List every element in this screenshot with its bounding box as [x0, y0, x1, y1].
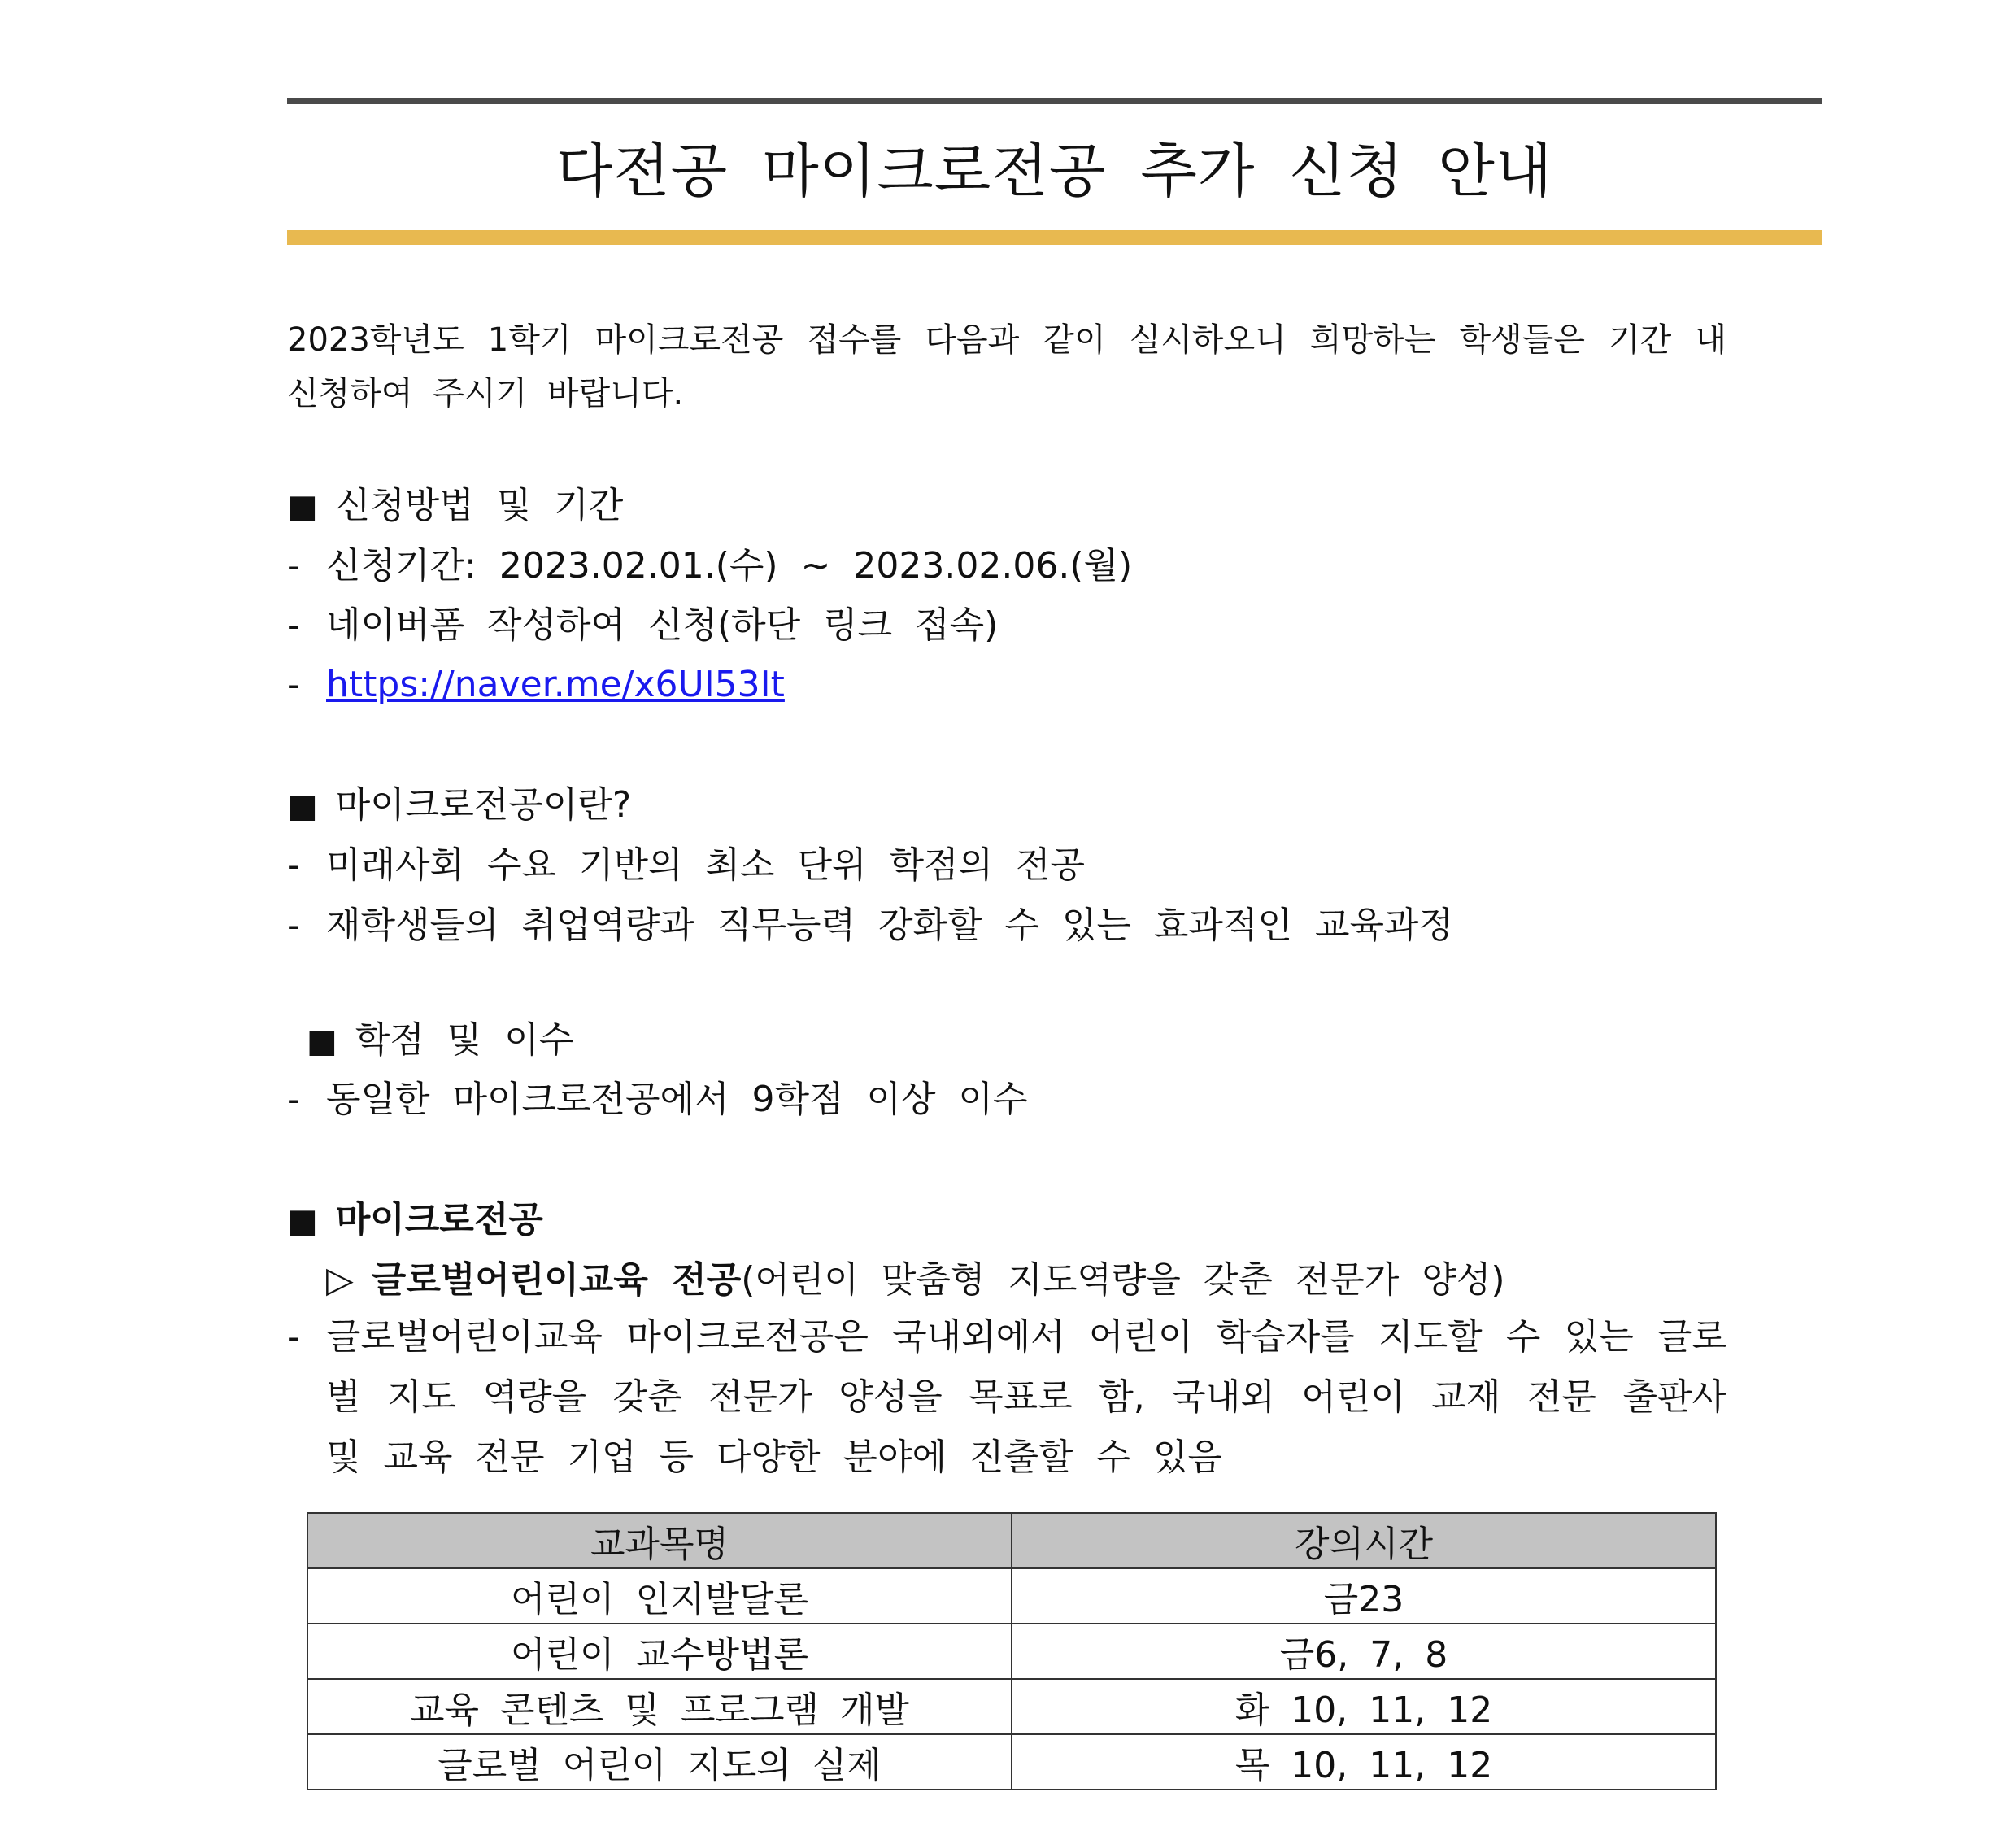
about-item-2-text: 재학생들의 취업역량과 직무능력 강화할 수 있는 효과적인 교육과정: [326, 905, 1454, 946]
page-title: 다전공 마이크로전공 추가 신청 안내: [555, 137, 1553, 205]
credits-item-1: [287, 1075, 1028, 1124]
section-heading-apply: [287, 482, 623, 531]
square-bullet-icon: ■: [287, 787, 318, 825]
table-row: [307, 1624, 1716, 1679]
header-lecture-time: 강의시간: [1012, 1513, 1716, 1568]
course-name-cell: 어린이 인지발달론: [307, 1568, 1012, 1624]
heading-text: 신청방법 및 기간: [335, 485, 624, 526]
course-name-cell: 글로벌 어린이 지도의 실제: [307, 1734, 1012, 1790]
intro-paragraph: 2023학년도 1학기 마이크로전공 접수를 다음과 같이 실시하오니 희망하는 학생들은 기간 내 신청하여 주시기 바랍니다.: [287, 321, 1726, 412]
apply-method-text: 네이버폼 작성하여 신청(하단 링크 접속): [326, 604, 999, 646]
square-bullet-icon: ■: [287, 488, 318, 525]
apply-period: [287, 542, 1132, 591]
table-row: [307, 1568, 1716, 1624]
lecture-time-cell: 금23: [1012, 1568, 1716, 1624]
top-rule: [287, 98, 1822, 104]
lecture-time-cell: 목 10, 11, 12: [1012, 1734, 1716, 1790]
heading-text: 학점 및 이수: [355, 1019, 574, 1061]
dash-marker: -: [287, 545, 300, 586]
dash-marker: -: [287, 664, 300, 705]
micro-subheading-desc: (어린이 맞춤형 지도역량을 갖춘 전문가 양성): [741, 1259, 1505, 1301]
apply-link-line: [287, 661, 785, 709]
dash-marker: -: [287, 1316, 300, 1358]
about-item-1-text: 미래사회 수요 기반의 최소 단위 학점의 전공: [326, 844, 1085, 886]
lecture-time-cell: 화 10, 11, 12: [1012, 1679, 1716, 1734]
lecture-time-cell: 금6, 7, 8: [1012, 1624, 1716, 1679]
micro-description-text: 글로벌어린이교육 마이크로전공은 국내외에서 어린이 학습자를 지도할 수 있는 글로벌 지도 역량을 갖춘 전문가 양성을 목표로 함, 국내외 어린이 교재 전문 출판사 및 교육 전문 기업 등 다양한 분야에 진출할 수 있음: [326, 1316, 1726, 1478]
heading-text: 마이크로전공이란?: [335, 784, 632, 826]
section-heading-credits: [307, 1016, 573, 1066]
micro-subheading-title: 글로벌어린이교육 전공: [371, 1259, 742, 1301]
micro-subheading: [326, 1256, 1505, 1305]
dash-marker: -: [287, 1079, 300, 1120]
table-row: [307, 1734, 1716, 1790]
dash-marker: -: [287, 905, 300, 946]
triangle-marker-icon: ▷: [326, 1259, 354, 1301]
section-heading-micro: [287, 1196, 543, 1245]
square-bullet-icon: ■: [287, 1202, 318, 1240]
section-heading-about: [287, 781, 631, 831]
micro-description: [287, 1307, 1726, 1488]
accent-rule: [287, 230, 1822, 245]
dash-marker: -: [287, 844, 300, 886]
about-item-1: [287, 841, 1085, 890]
naver-form-link[interactable]: https://naver.me/x6UI53It: [326, 664, 785, 705]
courses-table: [307, 1512, 1717, 1790]
course-name-cell: 어린이 교수방법론: [307, 1624, 1012, 1679]
square-bullet-icon: ■: [307, 1022, 337, 1060]
heading-text: 마이크로전공: [335, 1199, 543, 1240]
dash-marker: -: [287, 604, 300, 646]
about-item-2: [287, 901, 1453, 950]
table-row: [307, 1679, 1716, 1734]
credits-item-1-text: 동일한 마이크로전공에서 9학점 이상 이수: [326, 1079, 1028, 1120]
header-course-name: 교과목명: [307, 1513, 1012, 1568]
apply-period-text: 신청기간: 2023.02.01.(수) ~ 2023.02.06.(월): [326, 545, 1133, 586]
course-name-cell: 교육 콘텐츠 및 프로그램 개발: [307, 1679, 1012, 1734]
apply-method: [287, 601, 998, 650]
table-header-row: [307, 1513, 1716, 1568]
